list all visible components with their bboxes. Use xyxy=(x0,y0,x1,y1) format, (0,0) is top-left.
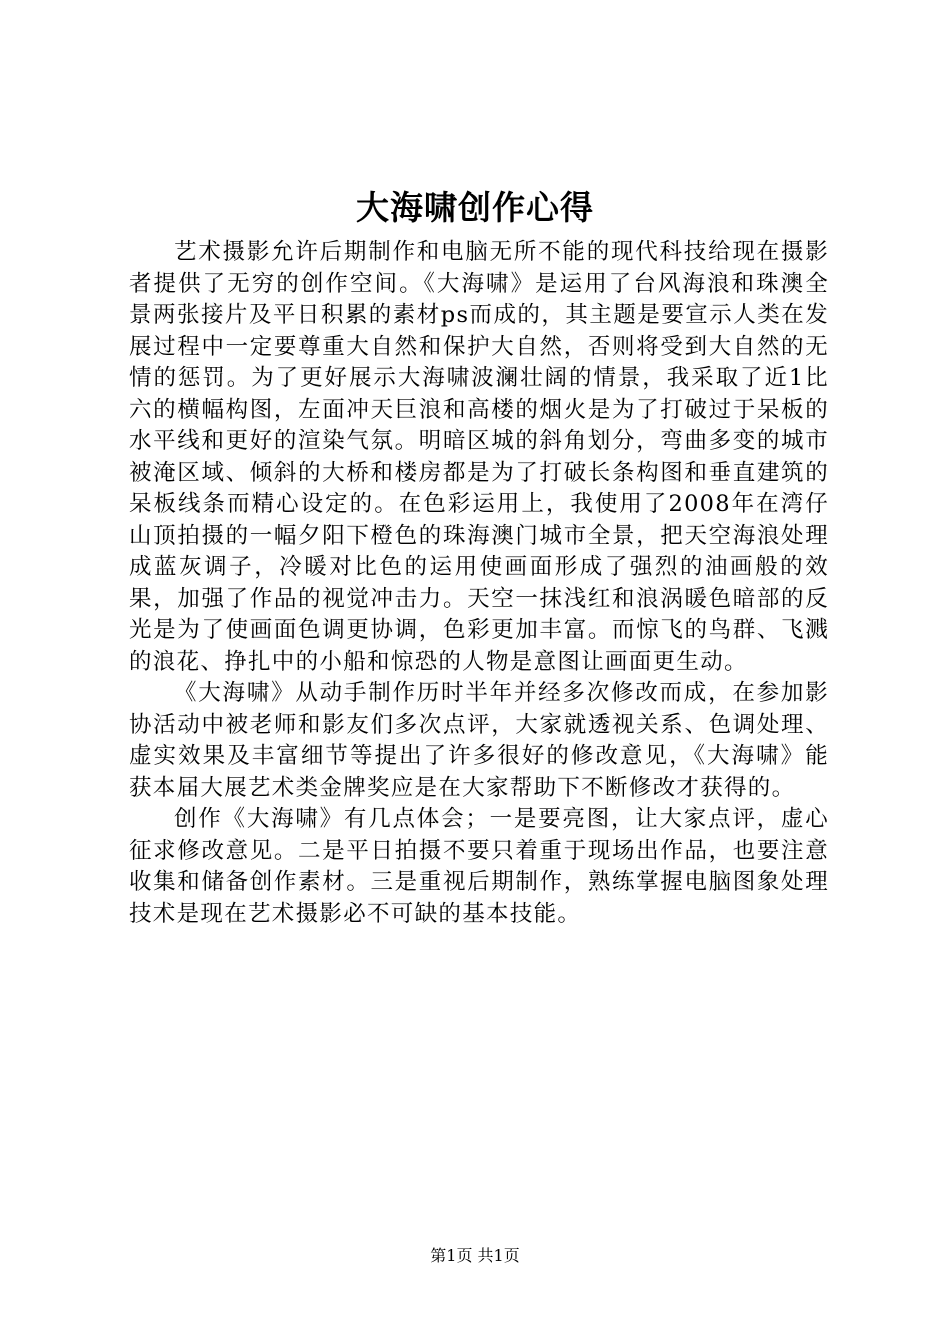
paragraph-1: 艺术摄影允许后期制作和电脑无所不能的现代科技给现在摄影者提供了无穷的创作空间。《大海啸》是运用了台风海浪和珠澳全景两张接片及平日积累的素材ps而成的，其主题是要宣示人类在发展过程中一定要尊重大自然和保护大自然，否则将受到大自然的无情的惩罚。为了更好展示大海啸波澜壮阔的情景，我采取了近1比六的横幅构图，左面冲天巨浪和高楼的烟火是为了打破过于呆板的水平线和更好的渲染气氛。明暗区城的斜角划分，弯曲多变的城市被淹区域、倾斜的大桥和楼房都是为了打破长条构图和垂直建筑的呆板线条而精心设定的。在色彩运用上，我使用了2008年在湾仔山顶拍摄的一幅夕阳下橙色的珠海澳门城市全景，把天空海浪处理成蓝灰调子，冷暖对比色的运用使画面形成了强烈的油画般的效果，加强了作品的视觉冲击力。天空一抹浅红和浪涡暖色暗部的反光是为了使画面色调更协调，色彩更加丰富。而惊飞的鸟群、飞溅的浪花、挣扎中的小船和惊恐的人物是意图让画面更生动。 xyxy=(129,239,829,675)
page-footer: 第1页 共1页 xyxy=(430,1246,520,1265)
paragraph-2: 《大海啸》从动手制作历时半年并经多次修改而成，在参加影协活动中被老师和影友们多次点评，大家就透视关系、色调处理、虚实效果及丰富细节等提出了许多很好的修改意见，《大海啸》能获本届大展艺术类金牌奖应是在大家帮助下不断修改才获得的。 xyxy=(129,680,829,801)
paragraph-3: 创作《大海啸》有几点体会；一是要亮图，让大家点评，虚心征求修改意见。二是平日拍摄不要只着重于现场出作品，也要注意收集和储备创作素材。三是重视后期制作，熟练掌握电脑图象处理技术是现在艺术摄影必不可缺的基本技能。 xyxy=(129,806,829,927)
page-title: 大海啸创作心得 xyxy=(356,188,594,227)
document-body xyxy=(129,237,829,930)
